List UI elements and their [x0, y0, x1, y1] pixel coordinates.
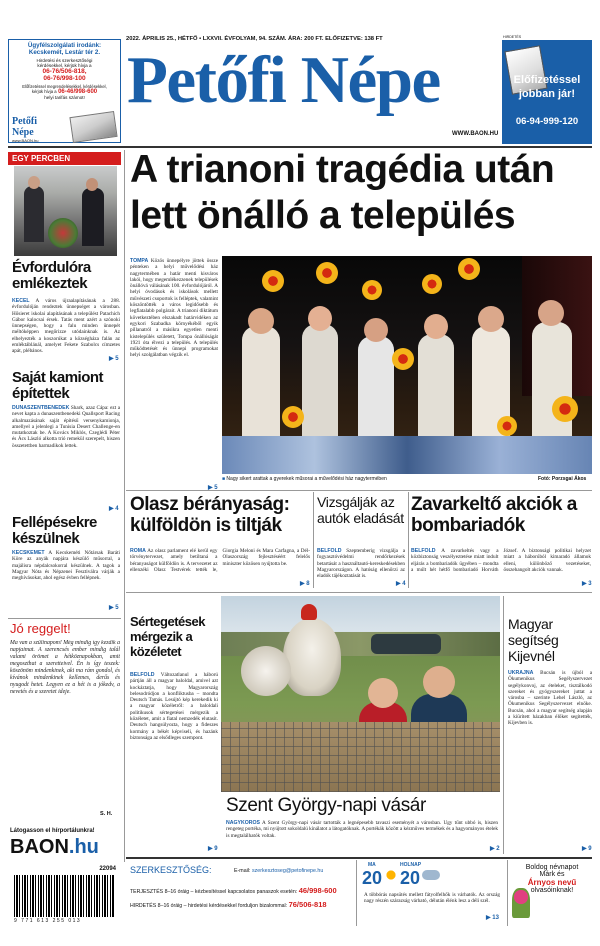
- row2-col2-page-ref: ▶ 4: [396, 581, 406, 587]
- footer-rule2: [507, 860, 508, 926]
- nameday-line2: Márk és: [539, 871, 565, 878]
- story1-lead: KECEL: [12, 298, 30, 304]
- row2-top-rule: [126, 490, 592, 491]
- top-ad-newspaper-image: [69, 111, 117, 143]
- top-ad-sub2: kérdésekkel, kérjük hívja a: [37, 63, 92, 68]
- row2-col1-body: [130, 548, 310, 588]
- weather-text: A többórás napsütés mellett fátyolfelhők is várhatók. Az ország nagy részén szárazság várható, délután élénk lesz a déli szél.: [364, 892, 500, 905]
- subscription-ad: [502, 40, 592, 144]
- footer-phone1: 46/998-600: [298, 886, 337, 895]
- row3-center-text: A Szent György-napi vásár tartották a legnépesebb tavaszi eseményét a városban. Ügy tűnt ubbó is, hiszen rengeteg portéka, mi nyújtott sokoldalú kínálatot a látogatóknak. A portékák között a kézműves termékek és a hagyományos ételek is megtalálhatók voltak.: [226, 820, 498, 839]
- subscription-line1: Előfizetéssel: [513, 74, 581, 86]
- story3-title: Fellépésekre készülnek: [12, 514, 97, 547]
- footer-email[interactable]: szerkesztoseg@petofinepe.hu: [251, 868, 324, 874]
- story3-page-ref: ▶ 5: [109, 605, 119, 611]
- baon-logo: [10, 836, 99, 859]
- main-lead: TOMPA: [130, 258, 149, 264]
- row3-right-body: [508, 670, 592, 846]
- footer-top-rule: [126, 857, 592, 859]
- subscription-phone: 06-94-999-120: [515, 116, 579, 127]
- main-lead-body: [130, 258, 218, 484]
- row2-col2-title: Vizsgálják az autók eladását: [317, 494, 404, 526]
- top-ad-sub5: helyi tarifás számot!: [44, 95, 85, 100]
- main-photo-children: [222, 256, 592, 474]
- main-photo-caption-text: Nagy sikert arattak a gyerekek műsorai a művelődési ház nagytermében: [226, 476, 387, 482]
- top-ad-sub1: Hirdetési és szerkesztőségi: [36, 58, 93, 63]
- masthead-web: WWW.BAON.HU: [452, 131, 499, 137]
- main-headline-line2: lett önálló a település: [130, 194, 516, 237]
- row3-right-lead: UKRAJNA: [508, 670, 534, 676]
- footer-email-row: [234, 868, 323, 874]
- nameday-line4: olvasóinknak!: [530, 887, 574, 894]
- row3-center-title: Szent György-napi vásár: [226, 795, 426, 816]
- baon-tagline: Látogasson el hírportálunkra!: [10, 828, 95, 834]
- footer-line2: HIRDETÉS 8–16 óráig – hirdetési kérdésekkel forduljon bizalommal:: [130, 903, 288, 909]
- row3-right-text: Bucsán is újból a Ökumenikus Segélyszervezet segélykonvoj, az ételeket, tisztálkodó szereket és gyógyszereket juttat a városba – szerinte Lehel László, az Ökumenikus Segélyszervezet elnöke. Bucsán, ahol a magyar segítség alapján a kiürített házakban élőket segítették, Kijevben is.: [508, 670, 592, 727]
- top-ad-sub4: kérjük hívja a: [31, 89, 57, 94]
- weather-box: [360, 862, 505, 926]
- footer-contact-box: [126, 862, 354, 926]
- row3-left-text: Változatlanul a háború pártján áll a magyar baloldal, amivel azt kockáztatja, hogy Magyarország belesodródjon a konfliktusba – mondta Deutsch Tamás. Lesújtó kép kerekedik ki a magyar közéletről: a baloldali politikusok sértegetései mérgezik a közéletet, amit a fiatal nemzedék elutasít. Deutsch hangsúlyozta, hogy a fideszes kormány a békét képviseli, és hazánk biztonsága az elsődleges szempont.: [130, 672, 218, 741]
- row3-left-body: [130, 672, 218, 848]
- main-page-ref: ▶ 5: [208, 485, 218, 491]
- weather-today-label: MA: [368, 862, 376, 868]
- top-ad: [8, 39, 121, 143]
- story3-text: A Kecskeméti Nőtársak Baráti Köre az anyák napjára készülő műsorral, a majálisra népdalcsokorral készülnek. A tagok a Magyar Nóta és Népzenei Fesztiválra várják a meghívásokat, ahol egész évben fellépnek.: [12, 550, 120, 582]
- story2-title: Saját kamiont építettek: [12, 369, 104, 402]
- sidebar-divider: [8, 618, 121, 619]
- jo-reggelt-title: Jó reggelt!: [10, 621, 71, 636]
- main-photo-credit: Fotó: Porzsgai Ákos: [538, 476, 587, 482]
- row3-center-body: [226, 820, 498, 850]
- row2-col3-body: [411, 548, 591, 588]
- flower-decoration: [512, 888, 530, 918]
- top-ad-logo-block: [12, 116, 60, 143]
- row2-col2-text: Szeptemberig vizsgálja a fogyasztóvédelmi rendőrkezések betartását a használtautó-kereskedésekben Magyarországon. A hatóság ellenőrzi az eladók tájékoztatását is.: [317, 548, 405, 580]
- row2-rule1: [313, 492, 314, 588]
- jo-reggelt-signature: S. H.: [100, 811, 113, 817]
- weather-tomorrow-temp: 20: [400, 868, 421, 888]
- row2-col3-title: Zavarkeltő akciók a bombariadók: [411, 494, 577, 536]
- top-ad-sub3: Előfizetéssel megrendelésekkel, kérdésekkel,: [22, 84, 107, 89]
- sun-cloud-icon: [384, 868, 398, 882]
- masthead-ad-label: HIRDETÉS: [503, 35, 522, 39]
- footer-section-label: SZERKESZTŐSÉG:: [130, 865, 212, 875]
- story1-page-ref: ▶ 5: [109, 356, 119, 362]
- baon-logo-tld: .hu: [68, 836, 99, 858]
- main-headline-line1: A trianoni tragédia után: [130, 148, 555, 191]
- row2-col1-page-ref: ▶ 8: [300, 581, 310, 587]
- weather-tomorrow-label: HOLNAP: [400, 862, 422, 868]
- barcode-number: 22094: [99, 866, 116, 872]
- top-ad-phone1: 06-76/506-818,: [42, 68, 87, 75]
- story1-title: Évfordulóra emlékeztek: [12, 259, 91, 292]
- row2-col2-lead: BELFÖLD: [317, 548, 342, 554]
- row2-col1-title: Olasz bérányaság: külföldön is tiltják: [130, 494, 290, 536]
- footer-line2-row: [130, 900, 354, 909]
- sidebar-vertical-rule: [124, 150, 125, 862]
- top-ad-phone2: 06-76/998-100: [43, 75, 86, 82]
- top-ad-logo-url: www.BAON.hu: [12, 138, 39, 143]
- story2-body: [12, 405, 120, 509]
- subscription-line2: jobban jár!: [518, 88, 576, 100]
- nameday-line1: Boldog névnapot: [525, 864, 579, 871]
- main-photo-caption: ■ Nagy sikert arattak a gyerekek műsorai a művelődési ház nagytermében: [222, 476, 387, 482]
- section-label-egy-percben: EGY PERCBEN: [8, 152, 121, 165]
- row3-right-page-ref: ▶ 9: [582, 846, 592, 852]
- footer-line1: TERJESZTÉS 8–16 óráig – kézbesítéssel kapcsolatos panaszok esetén:: [130, 889, 298, 895]
- row2-col1-text: Az olasz parlament elé kerül egy törvénytervezet, amely betiltaná a béranyaságot külföldön is. A tervezetet az ellenzéki Olasz Testvérek tették le, Giorgia Meloni és Mara Carfagna, a Dél-Olaszország fejlesztéséért felelős miniszter közösen nyújtotta be.: [130, 548, 310, 573]
- row3-center-page-ref: ▶ 2: [490, 846, 500, 852]
- center-photo-rooster-kids: [221, 596, 500, 792]
- story1-text: A város újraalapításának a 288. évfordulóján rendeztek ünnepséget a városban. Hősieret iskolai alapításának a települést Patachich Gábor kalocsai érsek. Tatás ment azért a szónoki ünnepségen, hogy a falu minden ünnepét méltóképpen megőrizze utódainknak is. Az elhelyezték a koszorúkat a községháza falán az emléktáblánál, amelyet Fekete Szabolcs címzetes apát, plébános.: [12, 298, 120, 355]
- top-ad-line1: Ügyfélszolgálati irodánk:: [27, 42, 102, 49]
- top-ad-line2: Kecskemét, Lestár tér 2.: [28, 49, 101, 56]
- footer-email-label: E-mail:: [234, 868, 251, 874]
- baon-logo-text: BAON: [10, 836, 69, 858]
- story3-body: [12, 550, 120, 610]
- barcode: 22094 9 771 613 255 013: [10, 866, 120, 928]
- row2-col1-lead: RÓMA: [130, 548, 146, 554]
- masthead-title: Petőfi Népe: [127, 43, 440, 117]
- issue-line: 2022. ÁPRILIS 25., HÉTFŐ • LXXVII. ÉVFOLYAM, 94. SZÁM. ÁRA: 200 FT. ELŐFIZETVE: 138 FT: [126, 36, 383, 42]
- story2-page-ref: ▶ 4: [109, 506, 119, 512]
- row2-col3-page-ref: ▶ 3: [582, 581, 592, 587]
- nameday-line3: Árnyos nevű: [527, 878, 577, 887]
- top-ad-phone3: 06-46/998-600: [58, 89, 98, 95]
- footer-line1-row: [130, 886, 354, 895]
- weather-page-ref: ▶ 13: [486, 915, 499, 921]
- top-ad-logo: Petőfi Népe: [12, 116, 37, 138]
- story3-lead: KECSKEMÉT: [12, 550, 45, 556]
- row3-rule-right: [503, 596, 504, 854]
- story2-lead: DUNASZENTBENEDEK: [12, 405, 70, 411]
- sidebar-photo-ceremony: [14, 166, 117, 256]
- cloud-icon: [422, 870, 440, 880]
- row3-top-rule: [126, 592, 592, 593]
- nameday-box: [510, 862, 594, 926]
- jo-reggelt-text: Ma van a szülinapom! Még mindig így kezdik a napjaimat. A szerencsés ember mindig talál valami örömet a hétköznapokban, amit megoszthat a szeretteivel. Én is így teszek: köszönöm mindenkinek, aki ma rám gondol, és kívánok mindenkinek kellemes, derűs és nyugodt hetet. Legyen ez a hét is a jókedv, a nevetés és a szeretet ideje.: [10, 640, 120, 695]
- row3-left-lead: BELFÖLD: [130, 672, 155, 678]
- row3-right-title: Magyar segítség Kijevnél: [508, 616, 559, 664]
- row2-col3-lead: BELFÖLD: [411, 548, 436, 554]
- weather-today-temp: 20: [362, 868, 383, 888]
- row3-left-page-ref: ▶ 9: [208, 846, 218, 852]
- footer-rule1: [356, 860, 357, 926]
- main-lead-text: Közös ünnepélyre jöttek össze pénteken a helyi művelődési ház nagytermében a határ menti kisváros lakói, hogy megemlékezzenek települések önállóvá válásának 100. évfordulójáról. A helyi óvodások és iskolások mellett művészeti csoportok is felléptek, valamint köszöntötték a város legidősebb és legfiatalabb polgárait. A trianoni diktátum következtében elszakadt határvidéken az egykori Szabadka környékéből egyik pillanatról a másikra egyetlen menti kistelepülés született, Tompa önállóságát 1921 óta élvezi a település. A település működtetését és ünnepi programokat helyi szolgálatban végzik el.: [130, 258, 218, 359]
- row3-left-title: Sértegetések mérgezik a közéletet: [130, 614, 205, 659]
- row3-center-lead: NAGYKŐRÖS: [226, 820, 261, 826]
- story1-body: [12, 298, 120, 370]
- footer-phone2: 76/506-818: [288, 900, 327, 909]
- row2-rule2: [408, 492, 409, 588]
- row2-col2-body: [317, 548, 405, 588]
- row2-col3-text: A zavarkeltés vagy a közbiztonság veszélyeztetése miatt indult eljárás a bombariadók ügyében – mondta a múlt hét hétfő bombariadó Horváth József. A biztonsági politikai helyzet miatt a háborúból kimaradó államok elleni, különböző vezetéseket, összehangolt akciók vannak.: [411, 548, 591, 573]
- story2-text: Shark, azaz Cápa: ezt a nevet kapta a dunaszentbenedeki Quallsport Racing alkalmazásának saját építésű versenykamionja, amellyel a jelenlegi a Tunisia Desert Challenge-en mutatkoztak be. A Kovács Miklós, Czeglédi Péter és Ács László alkotta trió remekül szerepelt, hiszen összetettben harmadikok lettek.: [12, 405, 120, 449]
